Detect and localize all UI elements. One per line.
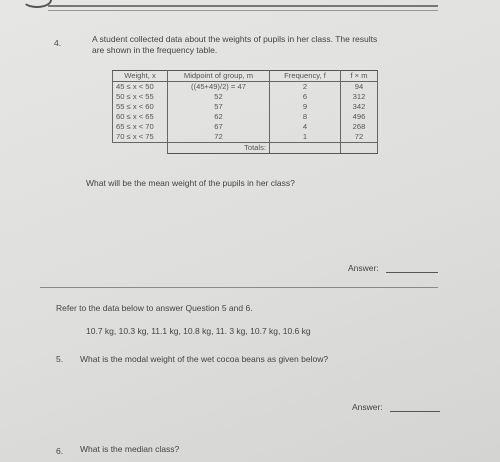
table-row bbox=[113, 122, 378, 132]
totals-label: Totals: bbox=[168, 143, 270, 154]
cell-weight: 50 ≤ x < 55 bbox=[113, 92, 168, 102]
question-4-answer-label: Answer: bbox=[348, 263, 379, 273]
cell-fxm: 496 bbox=[341, 112, 378, 122]
table-row bbox=[113, 92, 378, 102]
question-4-text-line1: A student collected data about the weights of pupils in her class. The results bbox=[92, 34, 378, 44]
question-4-text-line2: are shown in the frequency table. bbox=[92, 45, 218, 55]
table-row bbox=[113, 112, 378, 122]
cell-midpoint: 72 bbox=[168, 132, 270, 143]
table-row bbox=[113, 132, 378, 143]
cell-midpoint: 52 bbox=[168, 92, 270, 102]
cell-frequency: 8 bbox=[270, 112, 341, 122]
question-6-number: 6. bbox=[56, 446, 64, 456]
table-row bbox=[113, 82, 378, 93]
cell-frequency: 4 bbox=[270, 122, 341, 132]
question-5-answer-label: Answer: bbox=[352, 402, 383, 412]
header-weight: Weight, x bbox=[113, 71, 168, 82]
cell-fxm: 268 bbox=[341, 122, 378, 132]
table-row bbox=[113, 102, 378, 112]
cell-frequency: 1 bbox=[270, 132, 341, 143]
cell-weight: 65 ≤ x < 70 bbox=[113, 122, 168, 132]
header-midpoint: Midpoint of group, m bbox=[168, 71, 270, 82]
cell-frequency: 6 bbox=[270, 92, 341, 102]
question-6-text: What is the median class? bbox=[80, 444, 180, 454]
totals-blank-cell bbox=[113, 143, 168, 154]
cell-frequency: 2 bbox=[270, 82, 341, 93]
reference-instruction: Refer to the data below to answer Question 5 and 6. bbox=[56, 303, 253, 313]
table-header-row bbox=[113, 71, 378, 82]
cell-midpoint: 62 bbox=[168, 112, 270, 122]
question-4-number: 4. bbox=[54, 38, 62, 48]
cell-weight: 60 ≤ x < 65 bbox=[113, 112, 168, 122]
cell-midpoint: ((45+49)/2) = 47 bbox=[168, 82, 270, 93]
question-4-answer-line[interactable] bbox=[386, 272, 438, 273]
cell-weight: 55 ≤ x < 60 bbox=[113, 102, 168, 112]
cell-frequency: 9 bbox=[270, 102, 341, 112]
totals-row bbox=[113, 143, 378, 154]
frequency-table bbox=[112, 70, 378, 154]
header-frequency: Frequency, f bbox=[270, 71, 341, 82]
question-5-answer-line[interactable] bbox=[390, 411, 440, 412]
cell-weight: 45 ≤ x < 50 bbox=[113, 82, 168, 93]
reference-data: 10.7 kg, 10.3 kg, 11.1 kg, 10.8 kg, 11. 3 kg, 10.7 kg, 10.6 kg bbox=[86, 326, 311, 336]
totals-frequency-cell[interactable] bbox=[270, 143, 341, 154]
cell-midpoint: 67 bbox=[168, 122, 270, 132]
cell-fxm: 312 bbox=[341, 92, 378, 102]
cell-weight: 70 ≤ x < 75 bbox=[113, 132, 168, 143]
header-rule-thin bbox=[48, 10, 438, 11]
question-4-prompt: What will be the mean weight of the pupils in her class? bbox=[86, 178, 295, 188]
cell-fxm: 72 bbox=[341, 132, 378, 143]
totals-fxm-cell[interactable] bbox=[341, 143, 378, 154]
cell-midpoint: 57 bbox=[168, 102, 270, 112]
question-5-number: 5. bbox=[56, 354, 64, 364]
header-rule bbox=[48, 5, 438, 7]
cell-fxm: 342 bbox=[341, 102, 378, 112]
cell-fxm: 94 bbox=[341, 82, 378, 93]
section-divider bbox=[40, 287, 438, 288]
header-fxm: f × m bbox=[341, 71, 378, 82]
question-5-text: What is the modal weight of the wet cocoa beans as given below? bbox=[80, 354, 329, 364]
